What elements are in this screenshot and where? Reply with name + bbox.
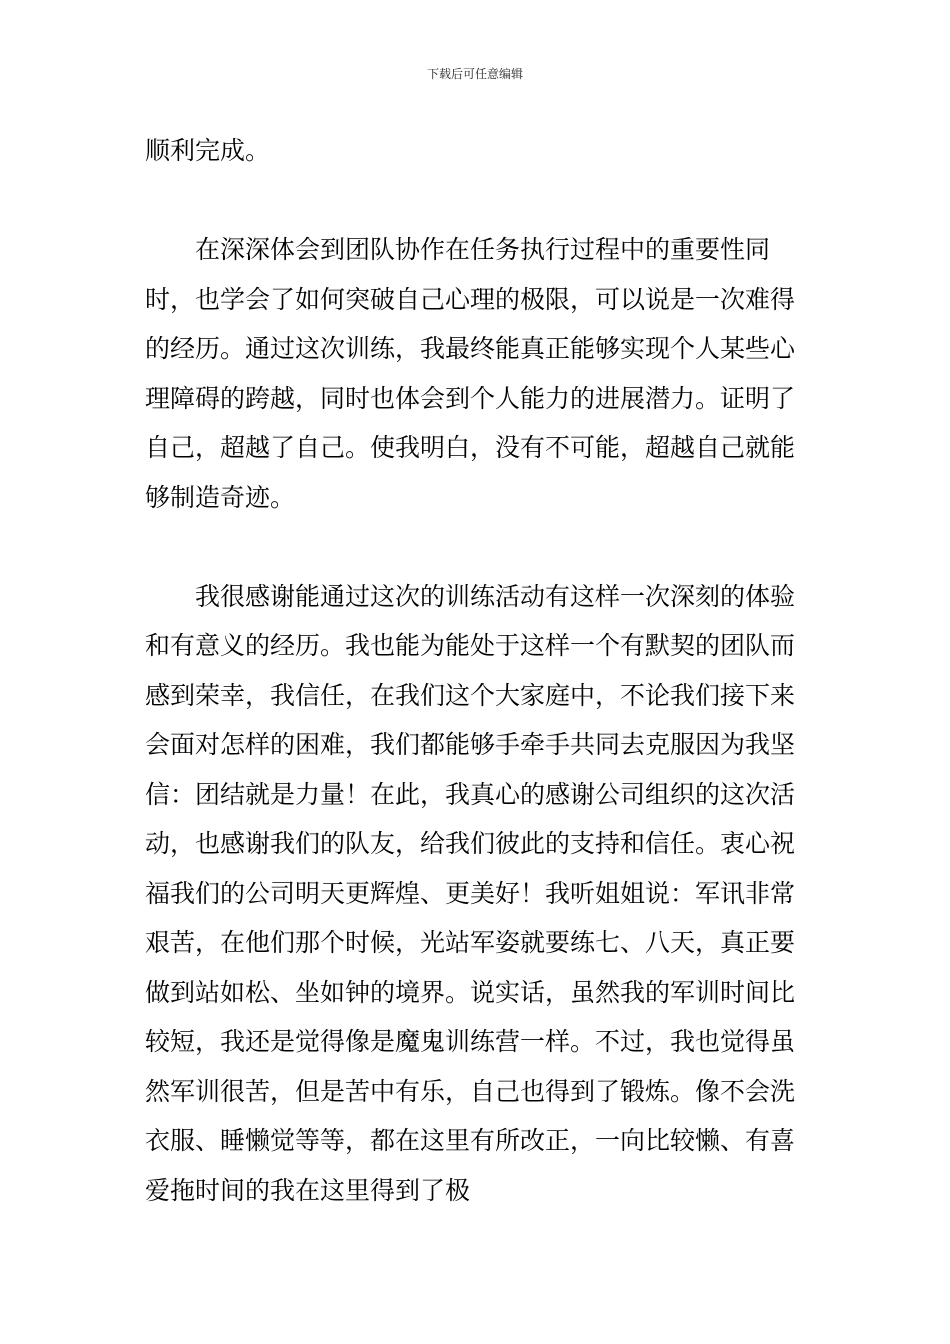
paragraph-gap — [145, 522, 810, 572]
page-header: 下载后可任意编辑 — [426, 67, 523, 81]
paragraph-teamwork: 在深深体会到团队协作在任务执行过程中的重要性同时，也学会了如何突破自己心理的极限，可以说是一次难得的经历。通过这次训练，我最终能真正能够实现个人某些心理障碍的跨越，同时也体会到个人能力的进展潜力。证明了自己，超越了自己。使我明白，没有不可能，超越自己就能够制造奇迹。 — [145, 235, 796, 512]
paragraph-continuation: 顺利完成。 — [145, 136, 271, 165]
document-body — [145, 126, 810, 1215]
paragraph-gratitude: 我很感谢能通过这次的训练活动有这样一次深刻的体验和有意义的经历。我也能为能处于这样一个有默契的团队而感到荣幸，我信任，在我们这个大家庭中，不论我们接下来会面对怎样的困难，我们都能够手牵手共同去克服因为我坚信：团结就是力量！在此，我真心的感谢公司组织的这次活动，也感谢我们的队友，给我们彼此的支持和信任。衷心祝福我们的公司明天更辉煌、更美好！我听姐姐说：军讯非常艰苦，在他们那个时候，光站军姿就要练七、八天，真正要做到站如松、坐如钟的境界。说实话，虽然我的军训时间比较短，我还是觉得像是魔鬼训练营一样。不过，我也觉得虽然军训很苦，但是苦中有乐，自己也得到了锻炼。像不会洗衣服、睡懒觉等等，都在这里有所改正，一向比较懒、有喜爱拖时间的我在这里得到了极 — [145, 581, 796, 1205]
paragraph-gap — [145, 176, 810, 226]
